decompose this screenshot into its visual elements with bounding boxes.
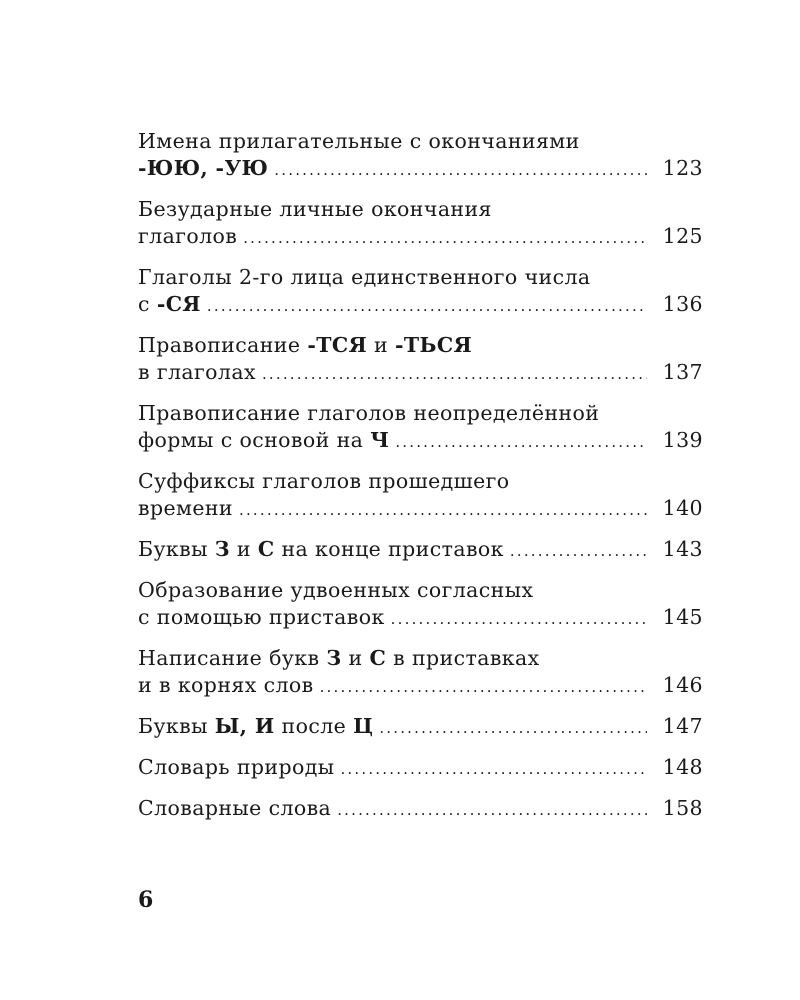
text: на конце приставок (274, 537, 504, 561)
text: Имена прилагательные с окончаниями (138, 129, 580, 153)
toc-entry-title (138, 795, 331, 822)
toc-entry-last-line (138, 359, 703, 386)
toc-entry-last-line (138, 713, 703, 740)
toc-page-number: 139 (662, 428, 703, 452)
text: Суффиксы глаголов прошедшего (138, 469, 510, 493)
text: формы с основой на (138, 428, 371, 452)
toc-entry-title-line (138, 332, 703, 359)
toc-entry-last-line (138, 754, 703, 781)
toc-entry-title (138, 754, 334, 781)
text: в приставках (386, 646, 540, 670)
text: Правописание глаголов неопределённой (138, 401, 600, 425)
text: в глаголах (138, 360, 256, 384)
toc-entry (138, 795, 703, 822)
text: и (367, 333, 395, 357)
toc-page-number: 148 (662, 755, 703, 779)
toc-entry (138, 713, 703, 740)
bold-text: З (326, 646, 342, 670)
toc-entry-last-line (138, 672, 703, 699)
text: Безударные личные окончания (138, 197, 492, 221)
dot-leader (274, 157, 647, 184)
toc-page-number: 136 (662, 292, 703, 316)
toc-entry-last-line (138, 291, 703, 318)
toc-entry-last-line (138, 604, 703, 631)
text: Написание букв (138, 646, 327, 670)
toc-page-number: 147 (662, 714, 703, 738)
toc-entry-last-line (138, 536, 703, 563)
toc-entry-title (138, 155, 268, 182)
bold-text: -ТСЯ (307, 333, 368, 357)
toc-entry (138, 128, 703, 182)
toc-entry (138, 577, 703, 631)
text: после (274, 714, 354, 738)
toc-page-number: 140 (662, 496, 703, 520)
dot-leader (243, 225, 647, 252)
toc-entry-title (138, 495, 233, 522)
page-number: 6 (138, 887, 154, 913)
toc-entry (138, 400, 703, 454)
dot-leader (207, 293, 647, 320)
toc-entry-title (138, 223, 237, 250)
toc-page-number: 145 (662, 605, 703, 629)
dot-leader (379, 715, 647, 742)
text: Словарные слова (138, 796, 332, 820)
toc-entry-title (138, 427, 389, 454)
toc-entry (138, 264, 703, 318)
toc-entry (138, 468, 703, 522)
toc-entry (138, 754, 703, 781)
toc-entry-title (138, 604, 385, 631)
toc-entry (138, 645, 703, 699)
bold-text: Ы, И (214, 714, 275, 738)
toc-entry-title-line (138, 400, 703, 427)
table-of-contents (138, 128, 703, 836)
text: Образование удвоенных согласных (138, 578, 534, 602)
dot-leader (395, 429, 647, 456)
text: и (229, 537, 258, 561)
toc-entry-last-line (138, 155, 703, 182)
text: глаголов (138, 224, 238, 248)
bold-text: -СЯ (156, 292, 201, 316)
toc-entry-title-line (138, 468, 703, 495)
bold-text: Ц (353, 714, 374, 738)
toc-entry (138, 536, 703, 563)
toc-page-number: 143 (662, 537, 703, 561)
toc-page-number: 123 (662, 156, 703, 180)
toc-entry-title (138, 359, 256, 386)
toc-entry-title (138, 672, 314, 699)
text: Словарь природы (138, 755, 335, 779)
toc-page-number: 125 (662, 224, 703, 248)
toc-page-number: 146 (662, 673, 703, 697)
toc-entry-title-line (138, 128, 703, 155)
toc-entry-title (138, 536, 504, 563)
text: и в корнях слов (138, 673, 314, 697)
text: Буквы (138, 537, 215, 561)
dot-leader (320, 674, 647, 701)
toc-page-number: 158 (662, 796, 703, 820)
bold-text: -ТЬСЯ (394, 333, 473, 357)
bold-text: -ЮЮ, -УЮ (138, 156, 269, 180)
text: Правописание (138, 333, 308, 357)
toc-entry-title (138, 713, 373, 740)
dot-leader (239, 497, 647, 524)
toc-entry (138, 196, 703, 250)
dot-leader (337, 797, 647, 824)
bold-text: С (257, 537, 275, 561)
toc-entry (138, 332, 703, 386)
bold-text: Ч (370, 428, 390, 452)
toc-entry-last-line (138, 427, 703, 454)
toc-entry-title-line (138, 577, 703, 604)
toc-entry-last-line (138, 795, 703, 822)
toc-page-number: 137 (662, 360, 703, 384)
toc-entry-title-line (138, 196, 703, 223)
text: с (138, 292, 157, 316)
dot-leader (340, 756, 647, 783)
bold-text: З (214, 537, 230, 561)
text: и (341, 646, 370, 670)
text: Глаголы 2-го лица единственного числа (138, 265, 591, 289)
dot-leader (391, 606, 647, 633)
toc-entry-title-line (138, 645, 703, 672)
toc-entry-last-line (138, 223, 703, 250)
text: времени (138, 496, 233, 520)
dot-leader (262, 361, 647, 388)
bold-text: С (369, 646, 387, 670)
dot-leader (510, 538, 647, 565)
text: с помощью приставок (138, 605, 385, 629)
toc-entry-title (138, 291, 201, 318)
toc-entry-last-line (138, 495, 703, 522)
toc-entry-title-line (138, 264, 703, 291)
text: Буквы (138, 714, 215, 738)
